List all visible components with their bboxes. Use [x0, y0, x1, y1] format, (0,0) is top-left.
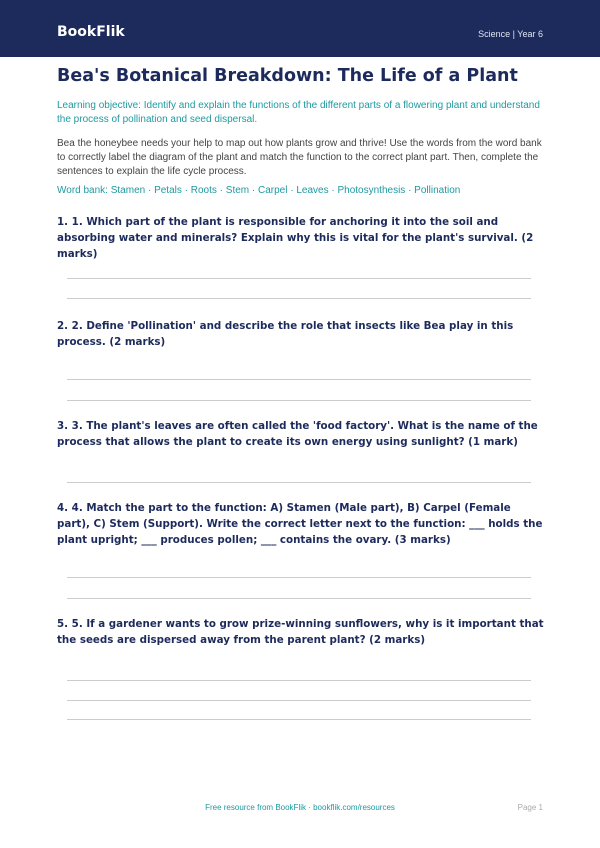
- question-3: 3. 3. The plant's leaves are often called the 'food factory'. What is the name of the process that allows the plant to create its own energy using sunlight? (1 mark): [57, 420, 538, 448]
- learning-objective: Learning objective: Identify and explain the functions of the different parts of a flowering plant and understand the process of pollination and seed dispersal.: [57, 100, 540, 125]
- brand-logo[interactable]: BookFlik: [57, 24, 125, 40]
- header-bar: [0, 0, 600, 57]
- subject-year-label: Science | Year 6: [478, 29, 543, 39]
- word-bank: Word bank: Stamen · Petals · Roots · Stem · Carpel · Leaves · Photosynthesis · Pollination: [57, 185, 461, 196]
- answer-line[interactable]: [67, 400, 531, 401]
- answer-line[interactable]: [67, 482, 531, 483]
- answer-line[interactable]: [67, 598, 531, 599]
- page-title: Bea's Botanical Breakdown: The Life of a Plant: [57, 66, 518, 86]
- question-1: 1. 1. Which part of the plant is responsible for anchoring it into the soil and absorbing water and minerals? Explain why this is vital for the plant's survival. (2 marks): [57, 216, 534, 260]
- answer-line[interactable]: [67, 680, 531, 681]
- page-number: Page 1: [517, 803, 543, 812]
- answer-line[interactable]: [67, 278, 531, 279]
- answer-line[interactable]: [67, 577, 531, 578]
- question-5: 5. 5. If a gardener wants to grow prize-winning sunflowers, why is it important that the seeds are dispersed away from the parent plant? (2 marks): [57, 618, 544, 646]
- question-4: 4. 4. Match the part to the function: A) Stamen (Male part), B) Carpel (Female part), C) Stem (Support). Write the correct letter next to the function: ___ holds the plant upright; ___ produces pollen; ___ contains the ovary. (3 marks): [57, 502, 543, 546]
- intro-text: Bea the honeybee needs your help to map out how plants grow and thrive! Use the words from the word bank to correctly label the diagram of the plant and match the function to the correct plant part. Then, complete the sentences to explain the life cycle process.: [57, 138, 542, 177]
- question-2: 2. 2. Define 'Pollination' and describe the role that insects like Bea play in this process. (2 marks): [57, 320, 514, 348]
- answer-line[interactable]: [67, 700, 531, 701]
- answer-line[interactable]: [67, 719, 531, 720]
- footer-text[interactable]: Free resource from BookFlik · bookflik.com/resources: [205, 803, 395, 812]
- answer-line[interactable]: [67, 298, 531, 299]
- answer-line[interactable]: [67, 379, 531, 380]
